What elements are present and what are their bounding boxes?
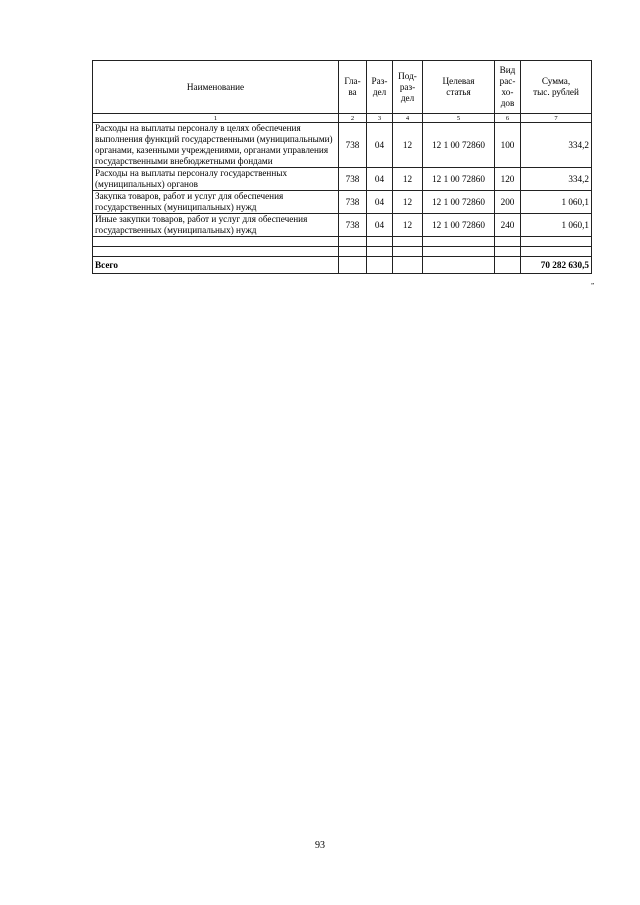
row-podrazdel: 12 [393, 168, 423, 191]
row-glava: 738 [339, 191, 367, 214]
table-row [93, 214, 592, 237]
column-number: 4 [393, 114, 423, 123]
row-vid: 240 [495, 214, 521, 237]
row-vid: 120 [495, 168, 521, 191]
row-podrazdel: 12 [393, 214, 423, 237]
row-summa: 334,2 [521, 123, 592, 168]
table-row [93, 168, 592, 191]
total-row [93, 257, 592, 274]
row-vid: 100 [495, 123, 521, 168]
header-name: Наименование [93, 61, 339, 114]
row-statya: 12 1 00 72860 [423, 168, 495, 191]
empty-row [93, 247, 592, 257]
row-razdel: 04 [367, 168, 393, 191]
column-number: 5 [423, 114, 495, 123]
row-name: Расходы на выплаты персоналу государственных (муниципальных) органов [93, 168, 339, 191]
row-summa: 1 060,1 [521, 191, 592, 214]
row-statya: 12 1 00 72860 [423, 214, 495, 237]
header-podrazdel: Под- раз- дел [393, 61, 423, 114]
row-summa: 1 060,1 [521, 214, 592, 237]
row-podrazdel: 12 [393, 191, 423, 214]
row-name: Расходы на выплаты персоналу в целях обеспечения выполнения функций государственными (муниципальными) органами, казенными учреждениями, органами управления государственными внебюджетными фондами [93, 123, 339, 168]
row-razdel: 04 [367, 123, 393, 168]
column-number: 6 [495, 114, 521, 123]
header-vid: Вид рас- хо- дов [495, 61, 521, 114]
column-number: 2 [339, 114, 367, 123]
column-number: 1 [93, 114, 339, 123]
total-label: Всего [93, 257, 339, 274]
closing-quote-mark: ” [591, 282, 595, 290]
row-name: Закупка товаров, работ и услуг для обеспечения государственных (муниципальных) нужд [93, 191, 339, 214]
header-razdel: Раз- дел [367, 61, 393, 114]
row-statya: 12 1 00 72860 [423, 123, 495, 168]
row-statya: 12 1 00 72860 [423, 191, 495, 214]
empty-row [93, 237, 592, 247]
row-glava: 738 [339, 214, 367, 237]
row-name: Иные закупки товаров, работ и услуг для обеспечения государственных (муниципальных) нужд [93, 214, 339, 237]
total-summa: 70 282 630,5 [521, 257, 592, 274]
row-razdel: 04 [367, 214, 393, 237]
row-podrazdel: 12 [393, 123, 423, 168]
row-vid: 200 [495, 191, 521, 214]
column-number-row [93, 114, 592, 123]
header-glava: Гла- ва [339, 61, 367, 114]
page-number: 93 [315, 840, 325, 851]
header-row [93, 61, 592, 114]
column-number: 3 [367, 114, 393, 123]
budget-table [92, 60, 592, 274]
row-summa: 334,2 [521, 168, 592, 191]
table-row [93, 123, 592, 168]
table-row [93, 191, 592, 214]
row-glava: 738 [339, 123, 367, 168]
header-statya: Целевая статья [423, 61, 495, 114]
row-glava: 738 [339, 168, 367, 191]
row-razdel: 04 [367, 191, 393, 214]
column-number: 7 [521, 114, 592, 123]
header-summa: Сумма, тыс. рублей [521, 61, 592, 114]
